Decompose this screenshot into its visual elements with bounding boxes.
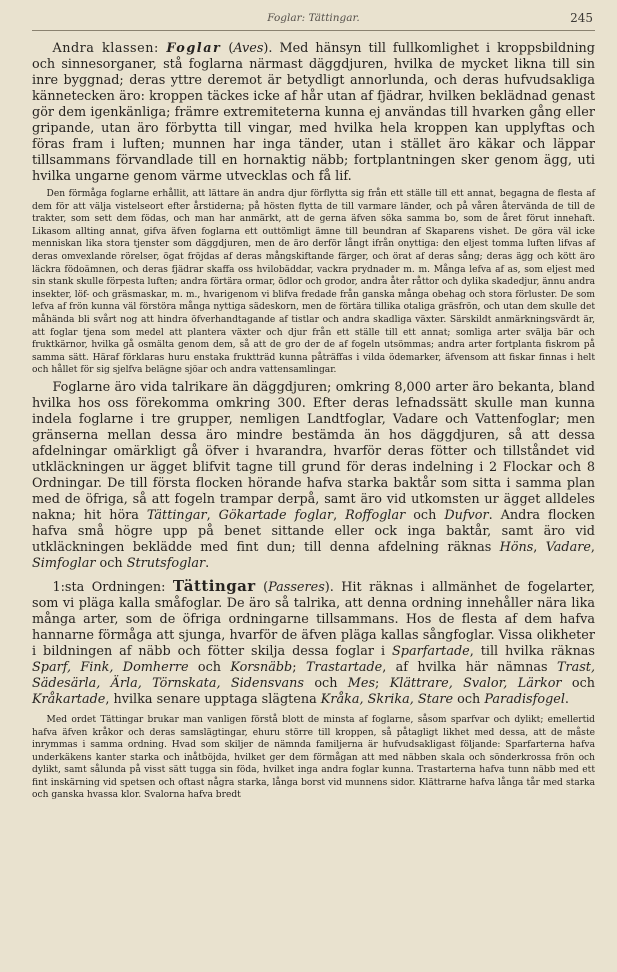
order-name: Simfoglar xyxy=(32,555,96,571)
latin-term: Passeres xyxy=(268,579,325,595)
text-run: 1:sta Ordningen: xyxy=(52,579,173,595)
page-number: 245 xyxy=(570,11,593,25)
species-list: Trast, Sädesärla, Ärla, Törnskata, Sidensvans xyxy=(32,659,596,691)
text-run: , till hvilka räknas xyxy=(469,643,596,659)
text-run: ). Med hänsyn till fullkomlighet i kroppsbildning och sinnesorganer, stå foglarna närmast däggdjuren, hvilka de mycket likna till sin inre byggnad; deras yttre deremot är betydligt annorlunda, och deras hufvudsakliga kännetecken äro: kroppen täckes icke af hår utan af fjädrar, hvilken beklädnad genast gör dem igenkänliga; främre extremiteterna kunna ej användas till hvarken gång eller gripande, utan äro förbytta till vingar, med hvilka hela kroppen kan upplyftas och föras fram i luften; munnen har inga tänder, utan i stället äro käkar och läppar tillsammans förvandlade till en hornaktig näbb; fortplantningen sker genom ägg, uti hvilka ungarne genom värme utvecklas och få lif. xyxy=(32,41,595,184)
paragraph-classification xyxy=(32,380,595,572)
running-header xyxy=(32,8,595,31)
species-list: Sparf, Fink, Domherre xyxy=(32,659,189,675)
text-run: ; xyxy=(292,659,306,675)
order-name: Strutsfoglar xyxy=(126,555,206,571)
order-name: Tättingar xyxy=(146,507,207,523)
paragraph-class-intro xyxy=(32,41,595,185)
footnote-tattingar: Med ordet Tättingar brukar man vanligen förstå blott de minsta af foglarne, såsom sparfvar och dylikt; emellertid hafva äfven kråkor och deras samslägtingar, ehuru större till kroppen, så påtagligt likhet med dessa, att de måste inrymmas i samma ordning. Hvad som skiljer de nämnda familjerna är hufvudsakligast följande: Sparfarterna hafva underkäkens kanter starka och inåtböjda, hvilket ger dem förmågan att med näbben skala och sönderkrossa frön och dylikt, samt sålunda på visst sätt tugga sin föda, hvilket inga andra foglar kunna. Trastarterna hafva tunn näbb med ett fint inskärning vid spetsen och oftast några starka, långa borst vid munnens sidor. Klättrarne hafva långa tår med starka och ganska hvassa klor. Svalorna hafva bredt xyxy=(32,714,595,801)
text-run: och xyxy=(561,675,595,691)
species-list: Kråka, Skrika, Stare xyxy=(320,691,454,707)
order-name: Dufvor xyxy=(444,507,489,523)
text-run: ( xyxy=(221,41,234,56)
species-list: Paradisfogel xyxy=(484,691,565,707)
text-run: . xyxy=(205,555,210,571)
text-run: . Andra flocken hafva små högre upp på benet sittande eller ock inga baktår, samt äro vid utkläckningen beklädde med fint dun; till denna afdelning räknas xyxy=(32,507,596,555)
text-run: och xyxy=(453,691,485,707)
text-run: ( xyxy=(255,579,269,595)
term-foglar: Foglar xyxy=(166,41,222,56)
footnote-migration: Den förmåga foglarne erhållit, att lättare än andra djur förflytta sig från ett ställe till ett annat, begagna de flesta af dem för att välja vistelseort efter årstiderna; på hösten flytta de till varmare länder, och på våren återvända de till de trakter, som sett dem födas, och man har anmärkt, att de gerna äfven söka samma bo, som de året förut innehaft. Likasom allting annat, gifva äfven foglarna ett outtömligt ämne till beundran af Skaparens vishet. De göra väl icke menniskan lika stora tjenster som däggdjuren, men de äro derför långt ifrån onyttiga: den eljest tomma luften lifvas af deras omvexlande rörelser, ögat fröjdas af deras mångskiftande färger, och örat af deras sång; deras ägg och kött äro läckra födoämnen, och deras fjädrar skaffa oss hvilobäddar, vackra prydnader m. m. Många lefva af as, som eljest med sin stank skulle förpesta luften; andra förtära ormar, ödlor och grodor, andra åter råttor och dylika skadedjur, ännu andra insekter, löf- och gräsmaskar, m. m., hvarigenom vi blifva fredade från ganska många obehag och stora förluster. De som lefva af frön kunna väl förstöra många nyttiga sädeskorn, men de förtära tillika otaliga gräsfrön, och utan dem skulle det måhända bli svårt nog att hindra öfverhandtagande af tistlar och andra skadliga växter. Särskildt anmärkningsvärdt är, att foglar tjena som medel att plantera växter och djur från ett ställe till ett annat; somliga arter svälja bär och fruktkärnor, hvilka gå osmälta genom dem, så att de gro der de af fogeln utsömmas; andra arter fortplanta fiskrom på samma sätt. Häraf förklaras huru enstaka fruktträd kunna påträffas i vilda ödemarker, äfvensom att fiskar finnas i helt och hållet för sig sjelfva belägne sjöar och andra vattensamlingar. xyxy=(32,189,595,376)
order-name: Vadare xyxy=(545,539,591,555)
text-run: . xyxy=(564,691,569,707)
order-name: Roffoglar xyxy=(345,507,406,523)
paragraph-first-order xyxy=(32,578,595,708)
text-run: och xyxy=(405,507,445,523)
family-name: Kråkartade xyxy=(32,691,106,707)
family-name: Trastartade xyxy=(305,659,383,675)
text-run: ). Hit räknas i allmänhet de fogelarter, som vi pläga kalla småfoglar. De äro så talrika, att denna ordning innehåller nära lika många arter, som de öfriga ordningarne tillsammans. Hos de flesta af dem hafva hannarne förmåga att sjunga, hvarför de äfven pläga kallas sångfoglar. Vissa olikheter i bildningen af näbb och fötter skilja dessa foglar i xyxy=(32,579,596,659)
text-run: , hvilka senare upptaga slägtena xyxy=(105,691,321,707)
text-run: , af hvilka här nämnas xyxy=(382,659,557,675)
family-name: Sparfartade xyxy=(391,643,470,659)
text-run: och xyxy=(188,659,231,675)
heading-tattingar: Tättingar xyxy=(172,576,256,595)
text-run: och xyxy=(303,675,348,691)
text-run: , xyxy=(206,507,219,523)
text-run: och xyxy=(95,555,127,571)
latin-term: Aves xyxy=(233,41,264,56)
family-name: Klättrare, Svalor, Lärkor xyxy=(389,675,562,691)
text-run: ; xyxy=(375,675,390,691)
order-name: Höns xyxy=(499,539,534,555)
species-list: Mes xyxy=(347,675,376,691)
text-run: Foglarne äro vida talrikare än däggdjuren; omkring 8,000 arter äro bekanta, bland hvilka hos oss förekomma omkring 300. Efter deras lefnadssätt skulle man kunna indela foglarne i tre grupper, nemligen Landtfoglar, Vadare och Vattenfoglar; men gränserna mellan dessa äro mindre bestämda än hos däggdjuren, så att dessa afdelningar omärkligt gå öfver i hvarandra, hvarför deras fötter och tillståndet vid utkläckningen ur ägget blifvit tagne till grund för deras indelning i 2 Flockar och 8 Ordningar. De till första flocken hörande hafva starka baktår som sitta i samma plan med de öfriga, så att fogeln trampar derpå, samt äro vid utkomsten ur ägget alldeles nakna; hit höra xyxy=(32,379,595,523)
running-title: Foglar: Tättingar. xyxy=(267,12,360,24)
text-run: , xyxy=(333,507,346,523)
text-run: Andra klassen: xyxy=(52,41,167,56)
text-run: , xyxy=(590,539,595,555)
species-list: Korsnäbb xyxy=(230,659,293,675)
text-run: , xyxy=(533,539,546,555)
order-name: Gökartade foglar xyxy=(218,507,334,523)
